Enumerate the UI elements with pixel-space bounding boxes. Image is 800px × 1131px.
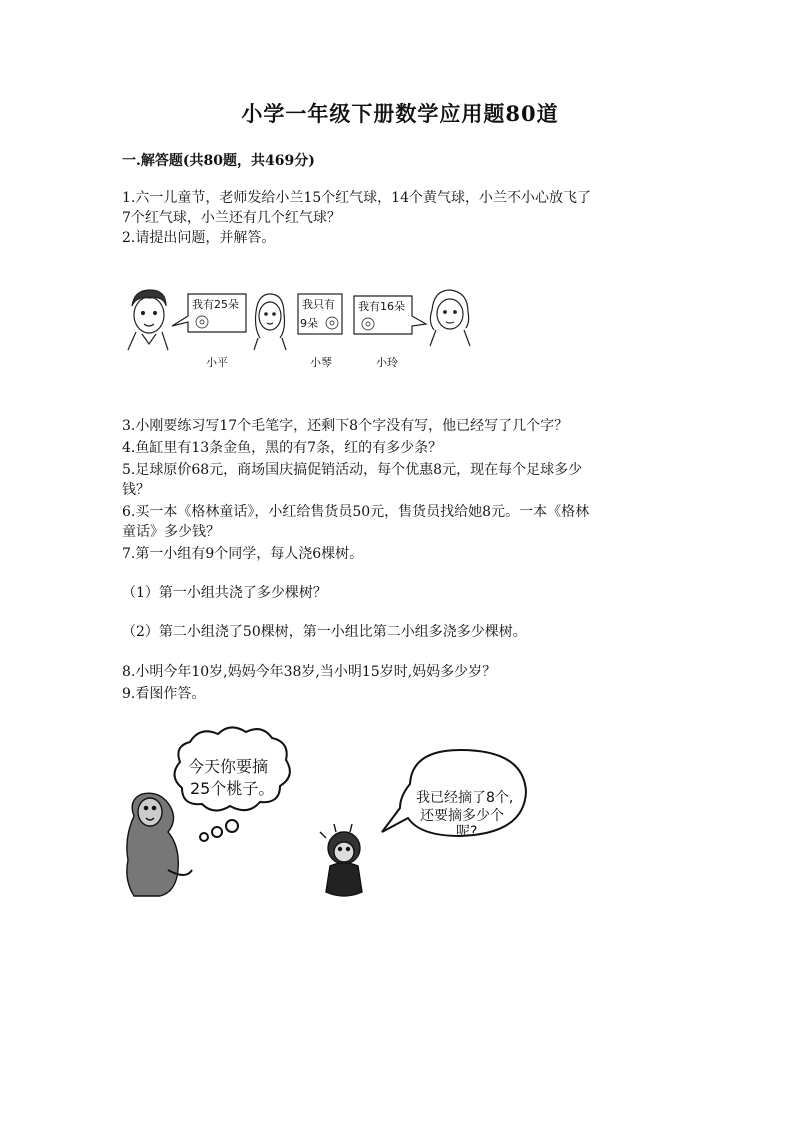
bubble-2-line-2: 9朵: [300, 317, 318, 330]
cloud-line-1: 今天你要摘: [188, 757, 269, 776]
boy-illustration: [128, 290, 168, 350]
question-4: 4.鱼缸里有13条金鱼，黑的有7条，红的有多少条？: [122, 440, 443, 456]
question-7-part-1: （1）第一小组共浇了多少棵树？: [122, 585, 327, 601]
question-5-line-2: 钱？: [122, 482, 150, 498]
question-3: 3.小刚要练习写17个毛笔字，还剩下8个字没有写，他已经写了几个字？: [122, 418, 569, 434]
question-1-line-1: 1.六一儿童节，老师发给小兰15个红气球，14个黄气球，小兰不小心放飞了: [122, 190, 591, 206]
question-8: 8.小明今年10岁,妈妈今年38岁,当小明15岁时,妈妈多少岁？: [122, 664, 497, 680]
question-9: 9.看图作答。: [122, 686, 206, 702]
name-label-xiaoping: 小平: [206, 356, 228, 369]
question-6: [122, 502, 682, 542]
girl-illustration: [254, 294, 286, 350]
name-label-xiaoqin: 小琴: [310, 356, 332, 369]
bubble-line-2: 还要摘多少个: [420, 808, 504, 824]
question-6-line-1: 6.买一本《格林童话》，小红给售货员50元，售货员找给她8元。一本《格林: [122, 504, 590, 520]
bubble-line-3: 呢?: [456, 824, 478, 840]
big-monkey-illustration: [127, 793, 192, 896]
monkeys-peaches-figure: [120, 720, 540, 910]
question-7: 7.第一小组有9个同学，每人浇6棵树。: [122, 546, 364, 562]
cloud-line-2: 25个桃子。: [190, 779, 275, 798]
question-1: [122, 188, 682, 228]
girl-illustration: [430, 290, 470, 346]
page-title: 小学一年级下册数学应用题80道: [241, 101, 559, 126]
question-7-part-2: （2）第二小组浇了50棵树，第一小组比第二小组多浇多少棵树。: [122, 624, 527, 640]
children-flowers-figure: [124, 282, 494, 378]
question-1-line-2: 7个红气球，小兰还有几个红气球？: [122, 210, 341, 226]
question-2: 2.请提出问题，并解答。: [122, 230, 276, 246]
bubble-line-1: 我已经摘了8个,: [416, 790, 514, 806]
question-5: [122, 460, 682, 500]
bubble-1-text: 我有25朵: [192, 298, 239, 311]
question-5-line-1: 5.足球原价68元，商场国庆搞促销活动，每个优惠8元，现在每个足球多少: [122, 462, 583, 478]
name-label-xiaoling: 小玲: [376, 356, 398, 369]
question-6-line-2: 童话》多少钱？: [122, 524, 220, 540]
bubble-3-text: 我有16朵: [358, 300, 405, 313]
bubble-2-line-1: 我只有: [302, 298, 335, 311]
section-title: 一.解答题(共80题，共469分): [122, 153, 315, 169]
small-monkey-illustration: [320, 824, 362, 896]
